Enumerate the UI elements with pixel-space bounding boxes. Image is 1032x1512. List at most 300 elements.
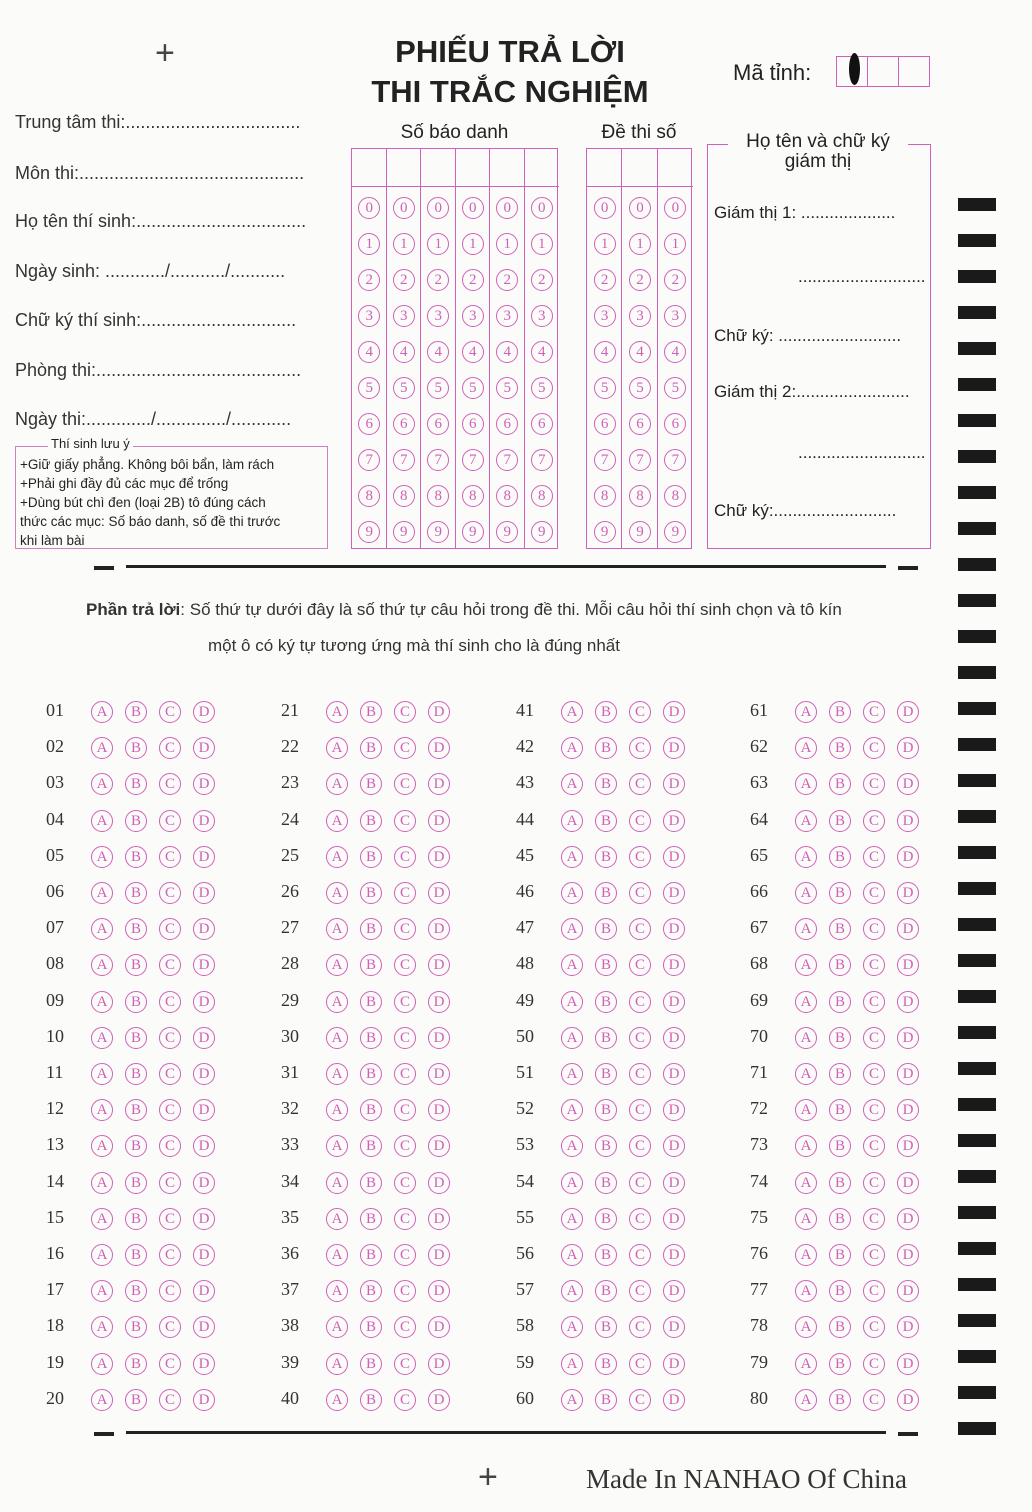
answer-bubble-a[interactable]: A xyxy=(326,1244,348,1266)
answer-bubble-d[interactable]: D xyxy=(663,1316,685,1338)
answer-bubble-b[interactable]: B xyxy=(829,701,851,723)
answer-bubble-b[interactable]: B xyxy=(829,1172,851,1194)
digit-bubble[interactable]: 8 xyxy=(594,485,616,507)
answer-bubble-c[interactable]: C xyxy=(394,882,416,904)
answer-bubble-b[interactable]: B xyxy=(125,1244,147,1266)
answer-bubble-d[interactable]: D xyxy=(193,1172,215,1194)
answer-bubble-d[interactable]: D xyxy=(193,1208,215,1230)
answer-bubble-d[interactable]: D xyxy=(897,1389,919,1411)
answer-bubble-a[interactable]: A xyxy=(561,810,583,832)
answer-bubble-a[interactable]: A xyxy=(91,1135,113,1157)
digit-bubble[interactable]: 5 xyxy=(393,377,415,399)
answer-bubble-c[interactable]: C xyxy=(159,1208,181,1230)
digit-bubble[interactable]: 2 xyxy=(594,269,616,291)
answer-bubble-d[interactable]: D xyxy=(663,1135,685,1157)
digit-bubble[interactable]: 9 xyxy=(427,521,449,543)
answer-bubble-d[interactable]: D xyxy=(897,701,919,723)
digit-bubble[interactable]: 4 xyxy=(462,341,484,363)
digit-bubble[interactable]: 3 xyxy=(664,305,686,327)
answer-bubble-b[interactable]: B xyxy=(829,846,851,868)
answer-bubble-a[interactable]: A xyxy=(326,954,348,976)
digit-bubble[interactable]: 6 xyxy=(462,413,484,435)
answer-bubble-a[interactable]: A xyxy=(561,1063,583,1085)
answer-bubble-b[interactable]: B xyxy=(595,1027,617,1049)
answer-bubble-d[interactable]: D xyxy=(193,810,215,832)
answer-bubble-c[interactable]: C xyxy=(863,1244,885,1266)
answer-bubble-a[interactable]: A xyxy=(91,1353,113,1375)
digit-bubble[interactable]: 3 xyxy=(358,305,380,327)
answer-bubble-b[interactable]: B xyxy=(595,1389,617,1411)
answer-bubble-c[interactable]: C xyxy=(863,882,885,904)
answer-bubble-a[interactable]: A xyxy=(795,810,817,832)
answer-bubble-a[interactable]: A xyxy=(561,954,583,976)
answer-bubble-c[interactable]: C xyxy=(394,1316,416,1338)
write-in-box[interactable] xyxy=(587,149,621,187)
form-field[interactable]: Môn thi:............................................. xyxy=(15,163,305,183)
answer-bubble-c[interactable]: C xyxy=(159,1099,181,1121)
answer-bubble-d[interactable]: D xyxy=(428,773,450,795)
answer-bubble-b[interactable]: B xyxy=(595,1099,617,1121)
answer-bubble-c[interactable]: C xyxy=(863,1172,885,1194)
answer-bubble-b[interactable]: B xyxy=(595,1172,617,1194)
digit-bubble[interactable]: 7 xyxy=(594,449,616,471)
answer-bubble-d[interactable]: D xyxy=(428,1063,450,1085)
answer-bubble-c[interactable]: C xyxy=(159,1316,181,1338)
digit-bubble[interactable]: 4 xyxy=(358,341,380,363)
digit-bubble[interactable]: 9 xyxy=(358,521,380,543)
answer-bubble-c[interactable]: C xyxy=(863,1135,885,1157)
digit-bubble[interactable]: 0 xyxy=(629,197,651,219)
answer-bubble-c[interactable]: C xyxy=(394,991,416,1013)
answer-bubble-a[interactable]: A xyxy=(91,773,113,795)
digit-bubble[interactable]: 1 xyxy=(427,233,449,255)
answer-bubble-b[interactable]: B xyxy=(125,701,147,723)
answer-bubble-a[interactable]: A xyxy=(561,1027,583,1049)
answer-bubble-b[interactable]: B xyxy=(829,918,851,940)
digit-bubble[interactable]: 6 xyxy=(358,413,380,435)
answer-bubble-c[interactable]: C xyxy=(863,773,885,795)
answer-bubble-a[interactable]: A xyxy=(326,737,348,759)
answer-bubble-c[interactable]: C xyxy=(863,810,885,832)
answer-bubble-b[interactable]: B xyxy=(360,954,382,976)
answer-bubble-c[interactable]: C xyxy=(629,1172,651,1194)
answer-bubble-d[interactable]: D xyxy=(428,1280,450,1302)
answer-bubble-d[interactable]: D xyxy=(428,810,450,832)
digit-bubble[interactable]: 6 xyxy=(427,413,449,435)
answer-bubble-d[interactable]: D xyxy=(428,737,450,759)
answer-bubble-b[interactable]: B xyxy=(595,1280,617,1302)
digit-bubble[interactable]: 4 xyxy=(664,341,686,363)
answer-bubble-d[interactable]: D xyxy=(428,882,450,904)
answer-bubble-d[interactable]: D xyxy=(193,1280,215,1302)
province-code-boxes[interactable] xyxy=(836,56,930,87)
answer-bubble-a[interactable]: A xyxy=(561,918,583,940)
answer-bubble-d[interactable]: D xyxy=(663,810,685,832)
digit-bubble[interactable]: 7 xyxy=(393,449,415,471)
answer-bubble-b[interactable]: B xyxy=(595,954,617,976)
digit-bubble[interactable]: 7 xyxy=(358,449,380,471)
answer-bubble-a[interactable]: A xyxy=(795,737,817,759)
answer-bubble-c[interactable]: C xyxy=(863,1063,885,1085)
answer-bubble-a[interactable]: A xyxy=(795,701,817,723)
answer-bubble-b[interactable]: B xyxy=(829,1208,851,1230)
answer-bubble-c[interactable]: C xyxy=(159,882,181,904)
answer-bubble-a[interactable]: A xyxy=(91,1244,113,1266)
digit-bubble[interactable]: 4 xyxy=(393,341,415,363)
digit-bubble[interactable]: 7 xyxy=(629,449,651,471)
answer-bubble-c[interactable]: C xyxy=(863,1389,885,1411)
answer-bubble-c[interactable]: C xyxy=(394,954,416,976)
proctor-2-signature[interactable]: Chữ ký:.......................... xyxy=(714,501,897,520)
digit-bubble[interactable]: 7 xyxy=(462,449,484,471)
answer-bubble-b[interactable]: B xyxy=(125,846,147,868)
digit-bubble[interactable]: 1 xyxy=(629,233,651,255)
answer-bubble-a[interactable]: A xyxy=(795,1135,817,1157)
answer-bubble-d[interactable]: D xyxy=(428,1353,450,1375)
answer-bubble-c[interactable]: C xyxy=(159,773,181,795)
answer-bubble-c[interactable]: C xyxy=(394,1063,416,1085)
answer-bubble-d[interactable]: D xyxy=(193,773,215,795)
answer-bubble-c[interactable]: C xyxy=(394,1353,416,1375)
answer-bubble-d[interactable]: D xyxy=(193,1316,215,1338)
answer-bubble-b[interactable]: B xyxy=(360,1063,382,1085)
answer-bubble-d[interactable]: D xyxy=(897,1027,919,1049)
answer-bubble-d[interactable]: D xyxy=(428,1208,450,1230)
answer-bubble-d[interactable]: D xyxy=(193,1353,215,1375)
answer-bubble-a[interactable]: A xyxy=(91,1063,113,1085)
digit-bubble[interactable]: 3 xyxy=(496,305,518,327)
answer-bubble-b[interactable]: B xyxy=(360,1208,382,1230)
answer-bubble-d[interactable]: D xyxy=(897,1244,919,1266)
answer-bubble-a[interactable]: A xyxy=(326,846,348,868)
answer-bubble-a[interactable]: A xyxy=(91,810,113,832)
answer-bubble-c[interactable]: C xyxy=(394,918,416,940)
answer-bubble-b[interactable]: B xyxy=(595,1063,617,1085)
answer-bubble-d[interactable]: D xyxy=(428,918,450,940)
answer-bubble-b[interactable]: B xyxy=(595,810,617,832)
answer-bubble-a[interactable]: A xyxy=(561,1389,583,1411)
form-field[interactable]: Ngày sinh: ............/.........../........... xyxy=(15,261,286,281)
digit-bubble[interactable]: 2 xyxy=(496,269,518,291)
answer-bubble-a[interactable]: A xyxy=(91,1172,113,1194)
digit-bubble[interactable]: 7 xyxy=(427,449,449,471)
form-field[interactable]: Chữ ký thí sinh:............................... xyxy=(15,310,297,330)
answer-bubble-b[interactable]: B xyxy=(125,1280,147,1302)
answer-bubble-a[interactable]: A xyxy=(91,737,113,759)
answer-bubble-b[interactable]: B xyxy=(125,1316,147,1338)
answer-bubble-c[interactable]: C xyxy=(863,846,885,868)
answer-bubble-d[interactable]: D xyxy=(193,882,215,904)
answer-bubble-d[interactable]: D xyxy=(897,1280,919,1302)
digit-bubble[interactable]: 5 xyxy=(496,377,518,399)
digit-bubble[interactable]: 2 xyxy=(462,269,484,291)
answer-bubble-a[interactable]: A xyxy=(795,1172,817,1194)
answer-bubble-b[interactable]: B xyxy=(125,773,147,795)
answer-bubble-b[interactable]: B xyxy=(125,882,147,904)
answer-bubble-a[interactable]: A xyxy=(91,1208,113,1230)
digit-bubble[interactable]: 8 xyxy=(629,485,651,507)
answer-bubble-d[interactable]: D xyxy=(663,1063,685,1085)
digit-bubble[interactable]: 3 xyxy=(629,305,651,327)
answer-bubble-c[interactable]: C xyxy=(629,1135,651,1157)
answer-bubble-d[interactable]: D xyxy=(663,701,685,723)
answer-bubble-c[interactable]: C xyxy=(863,918,885,940)
digit-bubble[interactable]: 3 xyxy=(531,305,553,327)
answer-bubble-c[interactable]: C xyxy=(394,1172,416,1194)
answer-bubble-b[interactable]: B xyxy=(595,1208,617,1230)
answer-bubble-b[interactable]: B xyxy=(360,1027,382,1049)
digit-bubble[interactable]: 2 xyxy=(531,269,553,291)
answer-bubble-b[interactable]: B xyxy=(829,1316,851,1338)
answer-bubble-b[interactable]: B xyxy=(829,1280,851,1302)
answer-bubble-a[interactable]: A xyxy=(326,991,348,1013)
digit-bubble[interactable]: 0 xyxy=(427,197,449,219)
answer-bubble-a[interactable]: A xyxy=(561,1280,583,1302)
answer-bubble-b[interactable]: B xyxy=(125,1389,147,1411)
answer-bubble-d[interactable]: D xyxy=(428,846,450,868)
answer-bubble-a[interactable]: A xyxy=(326,1353,348,1375)
answer-bubble-a[interactable]: A xyxy=(91,918,113,940)
answer-bubble-c[interactable]: C xyxy=(863,1027,885,1049)
digit-bubble[interactable]: 8 xyxy=(393,485,415,507)
answer-bubble-a[interactable]: A xyxy=(91,846,113,868)
write-in-box[interactable] xyxy=(456,149,490,187)
answer-bubble-c[interactable]: C xyxy=(629,737,651,759)
answer-bubble-c[interactable]: C xyxy=(159,954,181,976)
answer-bubble-d[interactable]: D xyxy=(663,882,685,904)
answer-bubble-c[interactable]: C xyxy=(159,1280,181,1302)
answer-bubble-c[interactable]: C xyxy=(394,1244,416,1266)
answer-bubble-c[interactable]: C xyxy=(629,882,651,904)
answer-bubble-b[interactable]: B xyxy=(125,918,147,940)
province-digit-box[interactable] xyxy=(868,57,899,86)
answer-bubble-a[interactable]: A xyxy=(326,810,348,832)
answer-bubble-b[interactable]: B xyxy=(125,954,147,976)
answer-bubble-a[interactable]: A xyxy=(326,1280,348,1302)
answer-bubble-a[interactable]: A xyxy=(561,737,583,759)
digit-bubble[interactable]: 5 xyxy=(427,377,449,399)
answer-bubble-b[interactable]: B xyxy=(829,1389,851,1411)
answer-bubble-b[interactable]: B xyxy=(125,1135,147,1157)
answer-bubble-c[interactable]: C xyxy=(629,991,651,1013)
answer-bubble-b[interactable]: B xyxy=(360,773,382,795)
answer-bubble-d[interactable]: D xyxy=(193,1027,215,1049)
answer-bubble-a[interactable]: A xyxy=(795,991,817,1013)
answer-bubble-d[interactable]: D xyxy=(897,1063,919,1085)
digit-bubble[interactable]: 9 xyxy=(462,521,484,543)
answer-bubble-c[interactable]: C xyxy=(629,1099,651,1121)
answer-bubble-c[interactable]: C xyxy=(629,1353,651,1375)
answer-bubble-a[interactable]: A xyxy=(91,1027,113,1049)
answer-bubble-d[interactable]: D xyxy=(428,1172,450,1194)
answer-bubble-d[interactable]: D xyxy=(193,1244,215,1266)
answer-bubble-b[interactable]: B xyxy=(360,1244,382,1266)
answer-bubble-b[interactable]: B xyxy=(595,918,617,940)
answer-bubble-c[interactable]: C xyxy=(394,1135,416,1157)
answer-bubble-b[interactable]: B xyxy=(595,1316,617,1338)
digit-bubble[interactable]: 9 xyxy=(531,521,553,543)
answer-bubble-c[interactable]: C xyxy=(159,737,181,759)
province-digit-box[interactable] xyxy=(899,57,929,86)
answer-bubble-a[interactable]: A xyxy=(795,1208,817,1230)
digit-bubble[interactable]: 0 xyxy=(664,197,686,219)
answer-bubble-c[interactable]: C xyxy=(394,1027,416,1049)
write-in-box[interactable] xyxy=(421,149,455,187)
answer-bubble-c[interactable]: C xyxy=(394,1208,416,1230)
answer-bubble-d[interactable]: D xyxy=(663,1280,685,1302)
answer-bubble-d[interactable]: D xyxy=(897,810,919,832)
digit-bubble[interactable]: 9 xyxy=(664,521,686,543)
answer-bubble-a[interactable]: A xyxy=(795,1316,817,1338)
answer-bubble-b[interactable]: B xyxy=(595,737,617,759)
answer-bubble-d[interactable]: D xyxy=(428,701,450,723)
answer-bubble-c[interactable]: C xyxy=(159,1172,181,1194)
answer-bubble-a[interactable]: A xyxy=(326,773,348,795)
answer-bubble-c[interactable]: C xyxy=(159,991,181,1013)
answer-bubble-d[interactable]: D xyxy=(663,1099,685,1121)
answer-bubble-c[interactable]: C xyxy=(863,701,885,723)
answer-bubble-b[interactable]: B xyxy=(595,882,617,904)
answer-bubble-d[interactable]: D xyxy=(897,846,919,868)
answer-bubble-c[interactable]: C xyxy=(159,846,181,868)
answer-bubble-d[interactable]: D xyxy=(897,1316,919,1338)
digit-bubble[interactable]: 5 xyxy=(462,377,484,399)
digit-bubble[interactable]: 4 xyxy=(531,341,553,363)
answer-bubble-a[interactable]: A xyxy=(561,1172,583,1194)
answer-bubble-c[interactable]: C xyxy=(159,1353,181,1375)
answer-bubble-c[interactable]: C xyxy=(629,1063,651,1085)
digit-bubble[interactable]: 9 xyxy=(496,521,518,543)
answer-bubble-a[interactable]: A xyxy=(91,1280,113,1302)
digit-bubble[interactable]: 4 xyxy=(629,341,651,363)
answer-bubble-a[interactable]: A xyxy=(91,954,113,976)
write-in-box[interactable] xyxy=(490,149,524,187)
answer-bubble-b[interactable]: B xyxy=(125,737,147,759)
answer-bubble-d[interactable]: D xyxy=(897,737,919,759)
answer-bubble-a[interactable]: A xyxy=(795,1063,817,1085)
answer-bubble-d[interactable]: D xyxy=(428,1316,450,1338)
answer-bubble-a[interactable]: A xyxy=(326,1135,348,1157)
answer-bubble-a[interactable]: A xyxy=(795,882,817,904)
answer-bubble-c[interactable]: C xyxy=(394,1280,416,1302)
answer-bubble-c[interactable]: C xyxy=(863,1099,885,1121)
digit-bubble[interactable]: 6 xyxy=(393,413,415,435)
write-in-box[interactable] xyxy=(622,149,656,187)
answer-bubble-b[interactable]: B xyxy=(829,954,851,976)
write-in-box[interactable] xyxy=(658,149,693,187)
answer-bubble-a[interactable]: A xyxy=(91,1316,113,1338)
answer-bubble-a[interactable]: A xyxy=(326,1389,348,1411)
answer-bubble-d[interactable]: D xyxy=(193,991,215,1013)
answer-bubble-d[interactable]: D xyxy=(897,1135,919,1157)
answer-bubble-b[interactable]: B xyxy=(595,991,617,1013)
digit-bubble[interactable]: 0 xyxy=(393,197,415,219)
answer-bubble-c[interactable]: C xyxy=(629,846,651,868)
answer-bubble-d[interactable]: D xyxy=(193,918,215,940)
digit-bubble[interactable]: 1 xyxy=(496,233,518,255)
digit-bubble[interactable]: 5 xyxy=(664,377,686,399)
answer-bubble-d[interactable]: D xyxy=(428,1099,450,1121)
proctor-2-name[interactable]: Giám thị 2:........................ xyxy=(714,382,910,401)
answer-bubble-d[interactable]: D xyxy=(663,1208,685,1230)
digit-bubble[interactable]: 6 xyxy=(496,413,518,435)
answer-bubble-c[interactable]: C xyxy=(159,1389,181,1411)
write-in-box[interactable] xyxy=(352,149,386,187)
answer-bubble-c[interactable]: C xyxy=(159,1135,181,1157)
answer-bubble-c[interactable]: C xyxy=(629,954,651,976)
answer-bubble-b[interactable]: B xyxy=(360,1389,382,1411)
digit-bubble[interactable]: 8 xyxy=(531,485,553,507)
digit-bubble[interactable]: 5 xyxy=(594,377,616,399)
answer-bubble-a[interactable]: A xyxy=(795,918,817,940)
answer-bubble-d[interactable]: D xyxy=(663,1172,685,1194)
answer-bubble-a[interactable]: A xyxy=(91,1099,113,1121)
answer-bubble-b[interactable]: B xyxy=(595,1244,617,1266)
digit-bubble[interactable]: 8 xyxy=(427,485,449,507)
digit-bubble[interactable]: 5 xyxy=(629,377,651,399)
answer-bubble-b[interactable]: B xyxy=(360,991,382,1013)
answer-bubble-a[interactable]: A xyxy=(795,773,817,795)
digit-bubble[interactable]: 2 xyxy=(427,269,449,291)
answer-bubble-b[interactable]: B xyxy=(360,1099,382,1121)
answer-bubble-a[interactable]: A xyxy=(795,1353,817,1375)
answer-bubble-a[interactable]: A xyxy=(795,1099,817,1121)
answer-bubble-c[interactable]: C xyxy=(629,1027,651,1049)
digit-bubble[interactable]: 2 xyxy=(393,269,415,291)
digit-bubble[interactable]: 1 xyxy=(462,233,484,255)
write-in-box[interactable] xyxy=(387,149,421,187)
digit-bubble[interactable]: 8 xyxy=(462,485,484,507)
answer-bubble-d[interactable]: D xyxy=(193,1389,215,1411)
answer-bubble-b[interactable]: B xyxy=(360,1316,382,1338)
digit-bubble[interactable]: 7 xyxy=(531,449,553,471)
answer-bubble-d[interactable]: D xyxy=(663,1353,685,1375)
answer-bubble-a[interactable]: A xyxy=(91,991,113,1013)
answer-bubble-d[interactable]: D xyxy=(897,918,919,940)
answer-bubble-b[interactable]: B xyxy=(360,882,382,904)
digit-bubble[interactable]: 6 xyxy=(629,413,651,435)
answer-bubble-a[interactable]: A xyxy=(326,701,348,723)
answer-bubble-c[interactable]: C xyxy=(629,1208,651,1230)
answer-bubble-b[interactable]: B xyxy=(360,846,382,868)
answer-bubble-a[interactable]: A xyxy=(561,1316,583,1338)
answer-bubble-c[interactable]: C xyxy=(159,918,181,940)
answer-bubble-c[interactable]: C xyxy=(863,1280,885,1302)
answer-bubble-d[interactable]: D xyxy=(897,991,919,1013)
digit-bubble[interactable]: 3 xyxy=(594,305,616,327)
answer-bubble-d[interactable]: D xyxy=(897,773,919,795)
answer-bubble-d[interactable]: D xyxy=(663,918,685,940)
digit-bubble[interactable]: 1 xyxy=(358,233,380,255)
answer-bubble-a[interactable]: A xyxy=(795,1389,817,1411)
answer-bubble-c[interactable]: C xyxy=(863,991,885,1013)
answer-bubble-b[interactable]: B xyxy=(125,991,147,1013)
answer-bubble-d[interactable]: D xyxy=(193,701,215,723)
answer-bubble-b[interactable]: B xyxy=(125,1208,147,1230)
answer-bubble-d[interactable]: D xyxy=(897,1208,919,1230)
answer-bubble-a[interactable]: A xyxy=(326,1063,348,1085)
answer-bubble-b[interactable]: B xyxy=(829,1353,851,1375)
answer-bubble-d[interactable]: D xyxy=(193,1063,215,1085)
answer-bubble-d[interactable]: D xyxy=(428,954,450,976)
answer-bubble-b[interactable]: B xyxy=(829,1063,851,1085)
answer-bubble-a[interactable]: A xyxy=(326,882,348,904)
answer-bubble-d[interactable]: D xyxy=(428,1244,450,1266)
digit-bubble[interactable]: 0 xyxy=(531,197,553,219)
answer-bubble-d[interactable]: D xyxy=(193,954,215,976)
answer-bubble-b[interactable]: B xyxy=(829,773,851,795)
answer-bubble-a[interactable]: A xyxy=(795,846,817,868)
